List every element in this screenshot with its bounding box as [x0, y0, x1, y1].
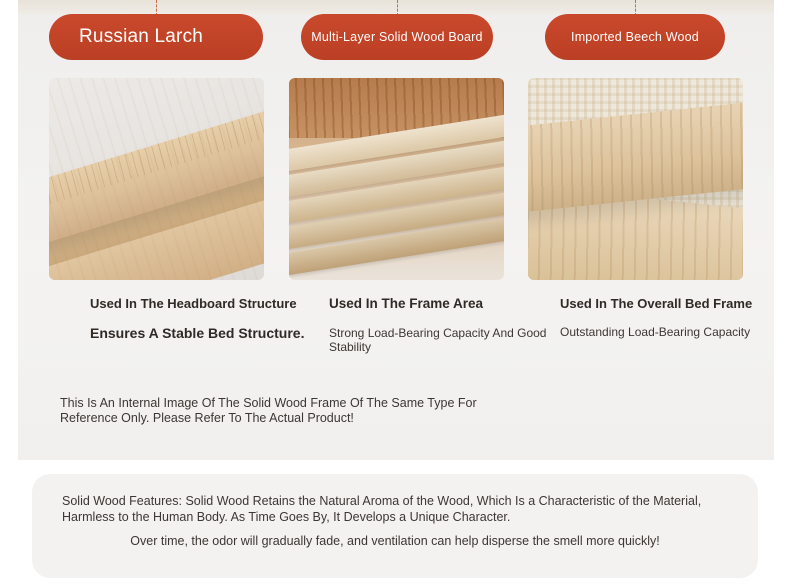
caption-beech-title: Used In The Overall Bed Frame — [560, 296, 753, 311]
caption-larch — [90, 296, 320, 342]
material-card-beech — [528, 78, 743, 280]
top-decorative-strip — [16, 0, 774, 14]
pill-multi-layer-board-label: Multi-Layer Solid Wood Board — [311, 29, 483, 44]
pill-imported-beech-label: Imported Beech Wood — [571, 29, 699, 44]
reference-note: This Is An Internal Image Of The Solid Wood Frame Of The Same Type For Reference Only. Please Refer To The Actual Product! — [60, 396, 477, 426]
caption-plywood — [329, 296, 559, 355]
pill-multi-layer-board[interactable] — [301, 14, 493, 60]
caption-beech — [560, 296, 790, 340]
caption-plywood-sub: Strong Load-Bearing Capacity And Good Stability — [329, 325, 547, 355]
caption-plywood-title: Used In The Frame Area — [329, 296, 484, 311]
solid-wood-features-text: Solid Wood Features: Solid Wood Retains the Natural Aroma of the Wood, Which Is a Characteristic of the Material, Harmless to the Human Body. As Time Goes By, It Develops a Unique Character. — [62, 494, 702, 524]
left-edge-margin — [0, 0, 18, 460]
beech-boards-photo — [528, 78, 743, 280]
solid-wood-features-box — [32, 474, 758, 578]
caption-larch-title: Used In The Headboard Structure — [90, 296, 297, 311]
pill-imported-beech[interactable] — [545, 14, 725, 60]
caption-larch-sub: Ensures A Stable Bed Structure. — [90, 325, 305, 342]
right-edge-margin — [774, 0, 790, 460]
wood-grain-overlay — [49, 78, 264, 280]
larch-plank-photo — [49, 78, 264, 280]
material-card-larch — [49, 78, 264, 280]
material-pill-row — [0, 14, 790, 62]
odor-note-text: Over time, the odor will gradually fade, and ventilation can help disperse the smell more quickly! — [130, 534, 660, 548]
caption-beech-sub: Outstanding Load-Bearing Capacity — [560, 325, 751, 340]
plywood-stack-photo — [289, 78, 504, 280]
material-card-plywood — [289, 78, 504, 280]
pill-russian-larch-label: Russian Larch — [79, 26, 204, 48]
caption-row — [0, 296, 790, 376]
pill-russian-larch[interactable] — [49, 14, 263, 60]
material-image-row — [0, 78, 790, 282]
